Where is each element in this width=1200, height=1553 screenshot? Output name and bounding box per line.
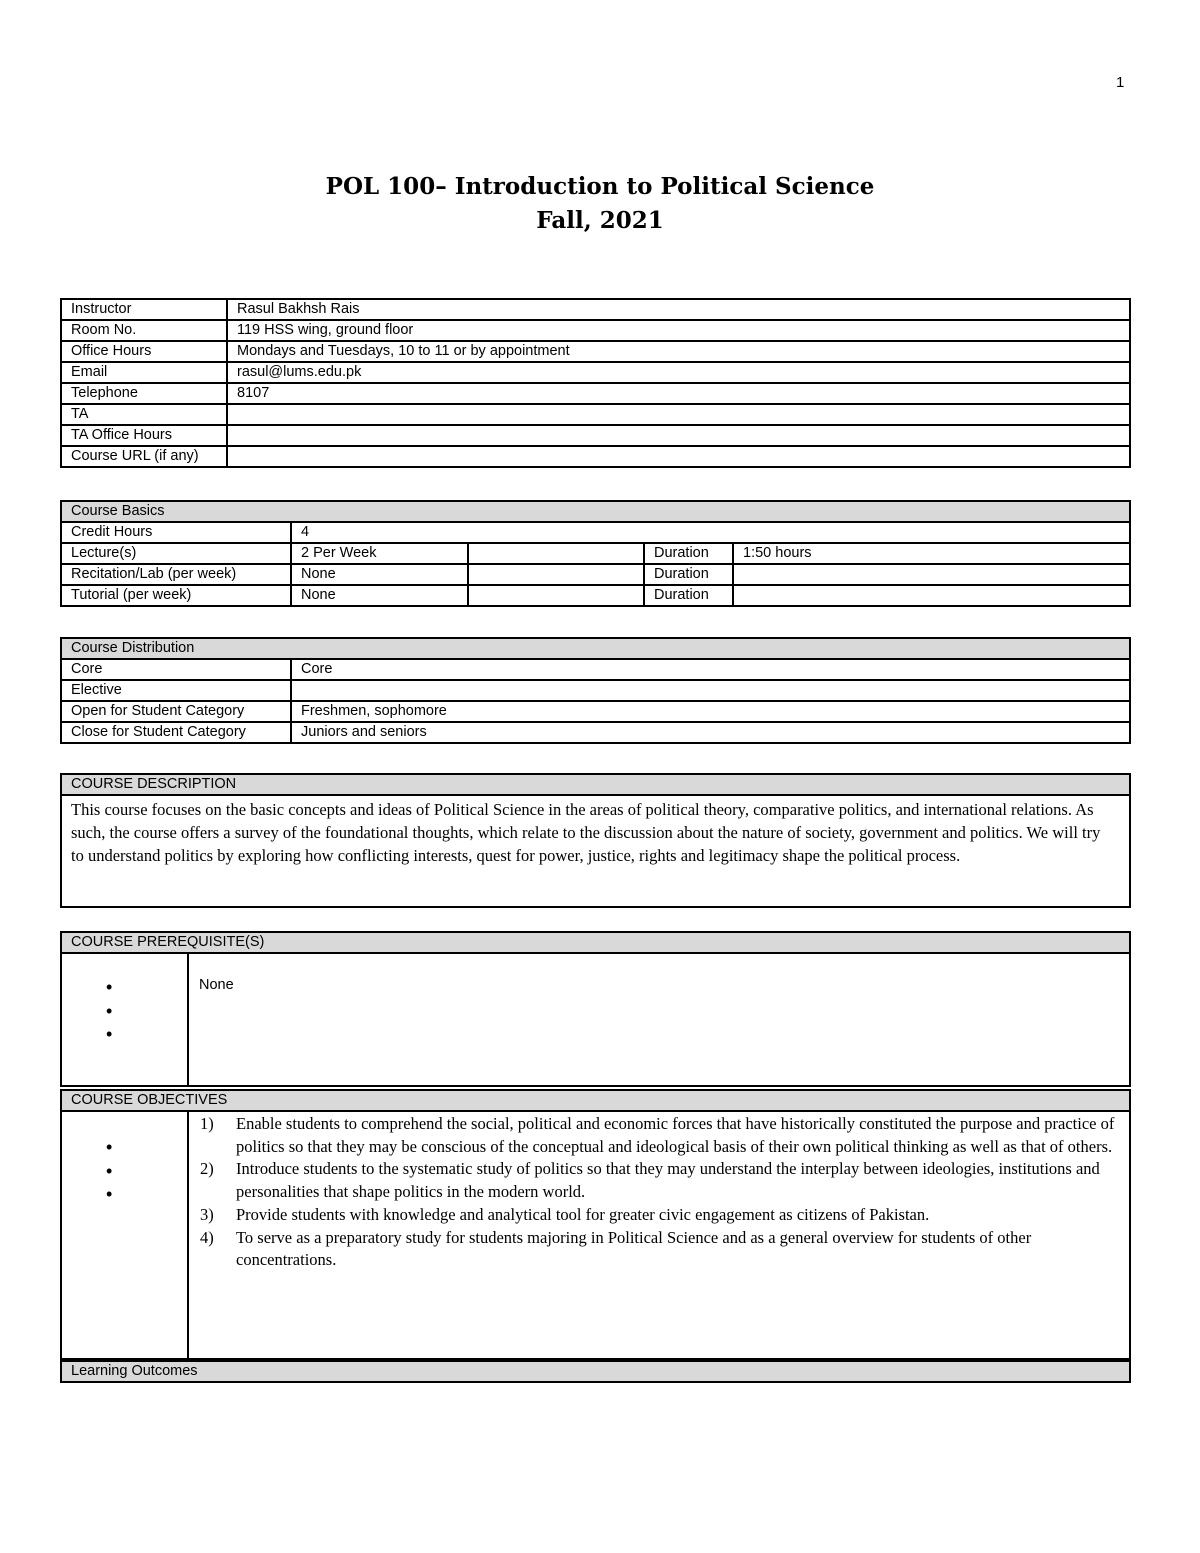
info-label: Room No. <box>61 320 227 341</box>
distribution-label: Open for Student Category <box>61 701 291 722</box>
info-label: TA <box>61 404 227 425</box>
table-row <box>61 1111 1130 1359</box>
duration-value: 1:50 hours <box>733 543 1130 564</box>
table-row <box>61 701 1130 722</box>
list-item <box>200 1158 1115 1203</box>
basics-extra <box>468 564 644 585</box>
table-row <box>61 564 1130 585</box>
distribution-value: Freshmen, sophomore <box>291 701 1130 722</box>
basics-value: None <box>291 585 468 606</box>
info-label: Office Hours <box>61 341 227 362</box>
basics-label: Lecture(s) <box>61 543 291 564</box>
document-title <box>0 170 1200 238</box>
item-number: 4) <box>200 1227 214 1247</box>
list-item <box>200 1227 1115 1272</box>
item-text: To serve as a preparatory study for students majoring in Political Science and as a general overview for students of other concentrations. <box>236 1227 1032 1270</box>
course-title: POL 100– Introduction to Political Science <box>325 173 875 200</box>
info-value: Mondays and Tuesdays, 10 to 11 or by appointment <box>227 341 1130 362</box>
table-row <box>61 299 1130 320</box>
distribution-value <box>291 680 1130 701</box>
distribution-value: Juniors and seniors <box>291 722 1130 743</box>
table-row <box>61 680 1130 701</box>
info-label: TA Office Hours <box>61 425 227 446</box>
info-value: 8107 <box>227 383 1130 404</box>
item-text: Enable students to comprehend the social, political and economic forces that have historically constituted the purpose and practice of politics so that they may be conscious of the conceptual and ideological basis of their own political thinking as well as that of others. <box>236 1114 1115 1156</box>
bullet-icon <box>106 1183 187 1207</box>
basics-value: 2 Per Week <box>291 543 468 564</box>
table-row <box>61 543 1130 564</box>
bullet-icon <box>106 1160 187 1184</box>
list-item <box>200 1113 1115 1158</box>
table-row <box>61 362 1130 383</box>
info-value <box>227 425 1130 446</box>
info-label: Email <box>61 362 227 383</box>
section-header: COURSE DESCRIPTION <box>61 774 1130 795</box>
item-text: Introduce students to the systematic study of politics so that they may understand the interplay between ideologies, institutions and personalities that shape politics in the modern world. <box>236 1159 1100 1202</box>
section-header: COURSE OBJECTIVES <box>61 1090 1130 1111</box>
course-prerequisites-table <box>60 931 1131 1087</box>
section-header: Course Distribution <box>61 638 1130 659</box>
item-text: Provide students with knowledge and analytical tool for greater civic engagement as citizens of Pakistan. <box>236 1204 930 1224</box>
basics-label: Recitation/Lab (per week) <box>61 564 291 585</box>
info-label: Course URL (if any) <box>61 446 227 467</box>
table-row <box>61 795 1130 907</box>
basics-value: None <box>291 564 468 585</box>
table-row <box>61 320 1130 341</box>
duration-label: Duration <box>644 564 733 585</box>
basics-label: Credit Hours <box>61 522 291 543</box>
info-value <box>227 404 1130 425</box>
basics-extra <box>468 585 644 606</box>
basics-value: 4 <box>291 522 1130 543</box>
duration-value <box>733 564 1130 585</box>
table-row <box>61 953 1130 1086</box>
list-item <box>200 1204 1115 1227</box>
table-row <box>61 446 1130 467</box>
table-row <box>61 1090 1130 1111</box>
table-row <box>61 404 1130 425</box>
table-row <box>61 383 1130 404</box>
section-header: Course Basics <box>61 501 1130 522</box>
info-label: Telephone <box>61 383 227 404</box>
item-number: 3) <box>200 1204 214 1224</box>
bullet-list <box>106 976 187 1047</box>
distribution-label: Core <box>61 659 291 680</box>
prerequisite-value: None <box>188 953 1130 1086</box>
description-text: This course focuses on the basic concepts and ideas of Political Science in the areas of political theory, comparative politics, and international relations. As such, the course offers a survey of the foundational thoughts, which relate to the discussion about the nature of society, government and politics. We will try to understand politics by exploring how conflicting interests, quest for power, justice, rights and legitimacy shape the political process. <box>61 795 1130 907</box>
term: Fall, 2021 <box>536 207 664 234</box>
table-row <box>61 425 1130 446</box>
item-number: 2) <box>200 1159 214 1179</box>
basics-extra <box>468 543 644 564</box>
bullet-icon <box>106 1023 187 1047</box>
course-objectives-table <box>60 1089 1131 1360</box>
table-row <box>61 585 1130 606</box>
basics-label: Tutorial (per week) <box>61 585 291 606</box>
table-row <box>61 501 1130 522</box>
distribution-label: Elective <box>61 680 291 701</box>
section-header: COURSE PREREQUISITE(S) <box>61 932 1130 953</box>
table-row <box>61 932 1130 953</box>
table-row <box>61 341 1130 362</box>
info-value <box>227 446 1130 467</box>
course-distribution-table <box>60 637 1131 744</box>
section-header: Learning Outcomes <box>61 1361 1130 1382</box>
bullet-column <box>61 953 188 1086</box>
table-row <box>61 722 1130 743</box>
learning-outcomes-table <box>60 1360 1131 1383</box>
distribution-value: Core <box>291 659 1130 680</box>
item-number: 1) <box>200 1114 214 1133</box>
objectives-list <box>200 1113 1115 1272</box>
bullet-list <box>106 1136 187 1207</box>
info-value: 119 HSS wing, ground floor <box>227 320 1130 341</box>
duration-value <box>733 585 1130 606</box>
course-basics-table <box>60 500 1131 607</box>
page-number: 1 <box>1116 74 1125 91</box>
info-value-email: rasul@lums.edu.pk <box>227 362 1130 383</box>
distribution-label: Close for Student Category <box>61 722 291 743</box>
table-row <box>61 774 1130 795</box>
info-value: Rasul Bakhsh Rais <box>227 299 1130 320</box>
duration-label: Duration <box>644 543 733 564</box>
bullet-column <box>61 1111 188 1359</box>
instructor-info-table <box>60 298 1131 468</box>
table-row <box>61 659 1130 680</box>
table-row <box>61 1361 1130 1382</box>
duration-label: Duration <box>644 585 733 606</box>
bullet-icon <box>106 976 187 1000</box>
bullet-icon <box>106 1000 187 1024</box>
table-row <box>61 522 1130 543</box>
bullet-icon <box>106 1136 187 1160</box>
info-label: Instructor <box>61 299 227 320</box>
course-description-table <box>60 773 1131 908</box>
table-row <box>61 638 1130 659</box>
objectives-cell <box>188 1111 1130 1359</box>
